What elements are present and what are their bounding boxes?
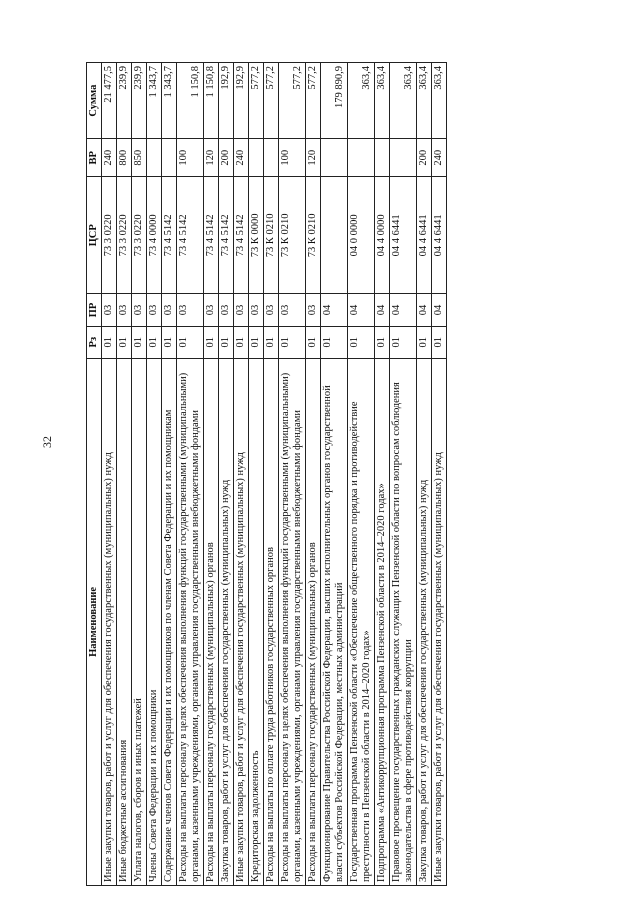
cell-pr: 04 — [321, 294, 348, 326]
cell-csr: 73 К 0210 — [264, 177, 279, 294]
cell-csr: 73 4 5142 — [177, 177, 204, 294]
table-row — [417, 63, 432, 886]
cell-pr: 03 — [306, 294, 321, 326]
cell-rz: 01 — [264, 326, 279, 358]
cell-pr: 03 — [204, 294, 219, 326]
table-row — [375, 63, 390, 886]
cell-sum: 577,2 — [264, 63, 279, 139]
table-row — [177, 63, 204, 886]
table-row — [306, 63, 321, 886]
cell-rz: 01 — [306, 326, 321, 358]
cell-name: Подпрограмма «Антикоррупционная программа Пензенской области в 2014–2020 годах» — [375, 358, 390, 885]
header-vr: ВР — [87, 139, 102, 177]
page-number: 32 — [40, 436, 54, 448]
cell-vr — [348, 139, 375, 177]
cell-sum: 1 343,7 — [147, 63, 162, 139]
cell-sum: 577,2 — [249, 63, 264, 139]
cell-csr: 73 4 5142 — [234, 177, 249, 294]
budget-table-container — [86, 62, 570, 886]
table-row — [204, 63, 219, 886]
cell-name: Расходы на выплаты персоналу государственных (муниципальных) органов — [306, 358, 321, 885]
cell-pr: 03 — [117, 294, 132, 326]
cell-sum: 1 150,8 — [177, 63, 204, 139]
cell-pr: 03 — [249, 294, 264, 326]
cell-csr: 04 4 6441 — [417, 177, 432, 294]
table-header-row — [87, 63, 102, 886]
cell-csr: 73 К 0210 — [279, 177, 306, 294]
cell-rz: 01 — [132, 326, 147, 358]
cell-pr: 03 — [102, 294, 117, 326]
cell-pr: 03 — [162, 294, 177, 326]
cell-rz: 01 — [375, 326, 390, 358]
cell-rz: 01 — [102, 326, 117, 358]
table-row — [102, 63, 117, 886]
cell-sum: 192,9 — [234, 63, 249, 139]
cell-vr: 100 — [177, 139, 204, 177]
cell-rz: 01 — [147, 326, 162, 358]
cell-sum: 363,4 — [375, 63, 390, 139]
cell-csr: 73 4 5142 — [219, 177, 234, 294]
table-row — [249, 63, 264, 886]
cell-name: Иные бюджетные ассигнования — [117, 358, 132, 885]
cell-name: Содержание членов Совета Федерации и их помощников по членам Совета Федерации и их помощникам — [162, 358, 177, 885]
table-row — [132, 63, 147, 886]
cell-csr: 04 4 0000 — [375, 177, 390, 294]
cell-sum: 239,9 — [132, 63, 147, 139]
cell-vr: 850 — [132, 139, 147, 177]
cell-sum: 239,9 — [117, 63, 132, 139]
cell-pr: 04 — [390, 294, 417, 326]
table-row — [117, 63, 132, 886]
cell-sum: 1 150,8 — [204, 63, 219, 139]
cell-vr — [264, 139, 279, 177]
cell-vr — [321, 139, 348, 177]
cell-pr: 03 — [219, 294, 234, 326]
cell-name: Кредиторская задолженность — [249, 358, 264, 885]
cell-name: Члены Совета Федерации и их помощники — [147, 358, 162, 885]
cell-name: Уплата налогов, сборов и иных платежей — [132, 358, 147, 885]
cell-sum: 1 343,7 — [162, 63, 177, 139]
cell-sum: 192,9 — [219, 63, 234, 139]
cell-csr: 73 4 0000 — [147, 177, 162, 294]
table-row — [348, 63, 375, 886]
cell-vr: 240 — [432, 139, 447, 177]
cell-name: Закупка товаров, работ и услуг для обеспечения государственных (муниципальных) нужд — [417, 358, 432, 885]
cell-rz: 01 — [177, 326, 204, 358]
cell-vr: 240 — [234, 139, 249, 177]
cell-rz: 01 — [279, 326, 306, 358]
cell-pr: 03 — [264, 294, 279, 326]
header-rz: Рз — [87, 326, 102, 358]
cell-csr: 04 0 0000 — [348, 177, 375, 294]
table-row — [234, 63, 249, 886]
cell-name: Расходы на выплаты персоналу в целях обеспечения выполнения функций государственными (муниципальными) органами, казенными учреждениями, органами управления государственными внебюджетными фондами — [177, 358, 204, 885]
cell-vr — [147, 139, 162, 177]
cell-csr: 73 3 0220 — [132, 177, 147, 294]
table-row — [321, 63, 348, 886]
cell-pr: 03 — [279, 294, 306, 326]
cell-csr: 73 3 0220 — [102, 177, 117, 294]
cell-csr: 04 4 6441 — [432, 177, 447, 294]
cell-sum: 21 477,5 — [102, 63, 117, 139]
cell-csr: 73 3 0220 — [117, 177, 132, 294]
cell-rz: 01 — [117, 326, 132, 358]
cell-rz: 01 — [162, 326, 177, 358]
cell-vr — [249, 139, 264, 177]
cell-csr: 73 К 0210 — [306, 177, 321, 294]
cell-vr: 120 — [204, 139, 219, 177]
header-csr: ЦСР — [87, 177, 102, 294]
cell-name: Расходы на выплаты персоналу государственных (муниципальных) органов — [204, 358, 219, 885]
cell-vr: 240 — [102, 139, 117, 177]
header-name: Наименование — [87, 358, 102, 885]
budget-table — [86, 62, 447, 886]
table-row — [432, 63, 447, 886]
cell-sum: 179 890,9 — [321, 63, 348, 139]
cell-csr: 73 4 5142 — [162, 177, 177, 294]
cell-rz: 01 — [234, 326, 249, 358]
header-sum: Сумма — [87, 63, 102, 139]
cell-pr: 04 — [375, 294, 390, 326]
table-row — [219, 63, 234, 886]
cell-name: Расходы на выплаты персоналу в целях обеспечения выполнения функций государственными (муниципальными) органами, казенными учреждениями, органами управления государственными внебюджетными фондами — [279, 358, 306, 885]
cell-name: Иные закупки товаров, работ и услуг для обеспечения государственных (муниципальных) нужд — [102, 358, 117, 885]
table-row — [147, 63, 162, 886]
cell-sum: 577,2 — [279, 63, 306, 139]
cell-pr: 04 — [432, 294, 447, 326]
cell-vr: 200 — [417, 139, 432, 177]
cell-csr: 04 4 6441 — [390, 177, 417, 294]
cell-name: Иные закупки товаров, работ и услуг для обеспечения государственных (муниципальных) нужд — [432, 358, 447, 885]
table-row — [279, 63, 306, 886]
cell-vr: 800 — [117, 139, 132, 177]
cell-rz: 01 — [348, 326, 375, 358]
cell-csr: 73 К 0000 — [249, 177, 264, 294]
cell-vr — [375, 139, 390, 177]
cell-rz: 01 — [390, 326, 417, 358]
header-pr: ПР — [87, 294, 102, 326]
cell-pr: 03 — [132, 294, 147, 326]
cell-sum: 363,4 — [348, 63, 375, 139]
table-row — [162, 63, 177, 886]
cell-pr: 03 — [147, 294, 162, 326]
cell-vr: 200 — [219, 139, 234, 177]
cell-pr: 04 — [348, 294, 375, 326]
cell-name: Государственная программа Пензенской области «Обеспечение общественного порядка и противодействие преступности в Пензенской области в 2014–2020 годах» — [348, 358, 375, 885]
cell-name: Расходы на выплаты по оплате труда работников государственных органов — [264, 358, 279, 885]
cell-rz: 01 — [219, 326, 234, 358]
cell-name: Иные закупки товаров, работ и услуг для обеспечения государственных (муниципальных) нужд — [234, 358, 249, 885]
table-row — [390, 63, 417, 886]
cell-sum: 363,4 — [432, 63, 447, 139]
cell-sum: 363,4 — [390, 63, 417, 139]
cell-pr: 04 — [417, 294, 432, 326]
cell-vr — [390, 139, 417, 177]
cell-pr: 03 — [234, 294, 249, 326]
cell-csr: 73 4 5142 — [204, 177, 219, 294]
cell-name: Функционирование Правительства Российской Федерации, высших исполнительных органов государственной власти субъектов Российской Федерации, местных администраций — [321, 358, 348, 885]
cell-vr: 100 — [279, 139, 306, 177]
cell-pr: 03 — [177, 294, 204, 326]
cell-sum: 577,2 — [306, 63, 321, 139]
cell-rz: 01 — [321, 326, 348, 358]
cell-rz: 01 — [417, 326, 432, 358]
cell-rz: 01 — [432, 326, 447, 358]
cell-name: Правовое просвещение государственных гражданских служащих Пензенской области по вопросам соблюдения законодательства в сфере противодействия коррупции — [390, 358, 417, 885]
cell-sum: 363,4 — [417, 63, 432, 139]
cell-vr — [162, 139, 177, 177]
cell-rz: 01 — [204, 326, 219, 358]
cell-csr — [321, 177, 348, 294]
cell-rz: 01 — [249, 326, 264, 358]
table-row — [264, 63, 279, 886]
cell-vr: 120 — [306, 139, 321, 177]
cell-name: Закупка товаров, работ и услуг для обеспечения государственных (муниципальных) нужд — [219, 358, 234, 885]
